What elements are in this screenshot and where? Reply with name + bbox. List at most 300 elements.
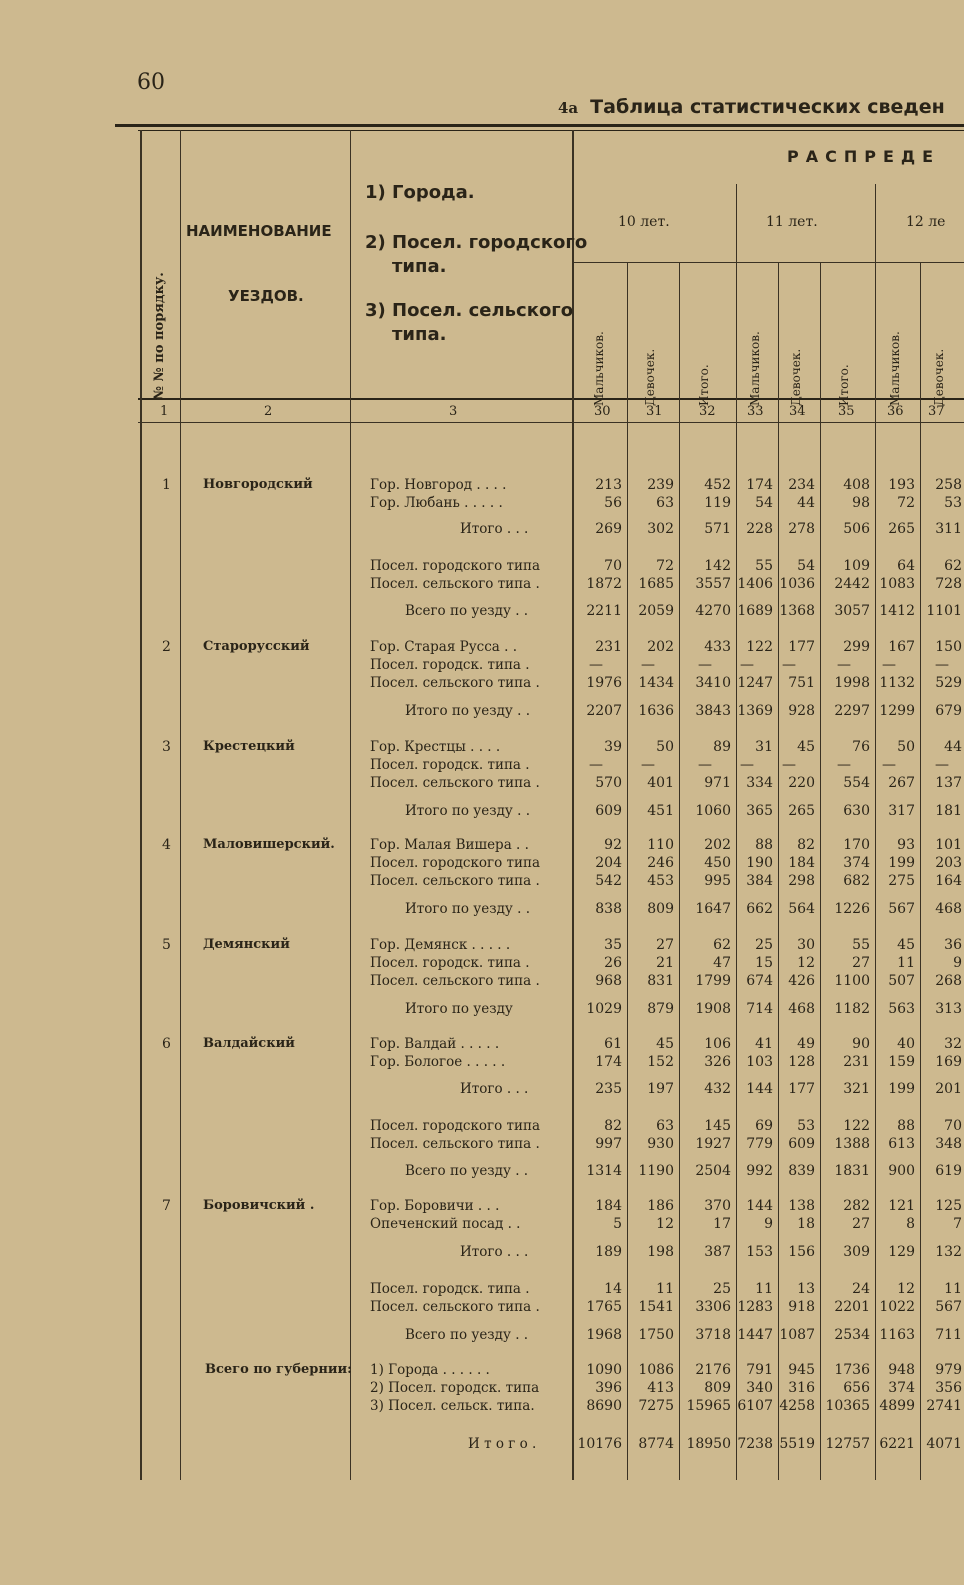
data-cell: 370: [704, 1198, 731, 1214]
data-cell: 150: [935, 639, 962, 655]
data-cell: 1299: [879, 703, 915, 719]
data-cell: 900: [888, 1163, 915, 1179]
data-cell: 918: [788, 1299, 815, 1315]
data-cell: 50: [897, 739, 915, 755]
data-cell: 340: [746, 1380, 773, 1396]
data-cell: 159: [888, 1054, 915, 1070]
data-cell: 55: [852, 937, 870, 953]
data-cell: 468: [788, 1001, 815, 1017]
data-cell: 1163: [879, 1327, 915, 1343]
data-cell: 711: [935, 1327, 962, 1343]
data-cell: 1541: [638, 1299, 674, 1315]
data-cell: 278: [788, 521, 815, 537]
data-cell: 5519: [779, 1436, 815, 1452]
data-cell: 662: [746, 901, 773, 917]
data-cell: 1283: [737, 1299, 773, 1315]
data-cell: 12757: [825, 1436, 870, 1452]
data-cell: 1368: [779, 603, 815, 619]
data-cell: 4258: [779, 1398, 815, 1414]
data-cell: 945: [788, 1362, 815, 1378]
data-cell: 15: [755, 955, 773, 971]
colnum-bottom-rule: [138, 422, 964, 423]
data-cell: 613: [888, 1136, 915, 1152]
table-title: Таблица статистических сведен: [590, 96, 945, 118]
data-cell: 656: [843, 1380, 870, 1396]
age-header-10: 10 лет.: [618, 214, 670, 230]
data-cell: 311: [935, 521, 962, 537]
column-number: 34: [789, 404, 806, 419]
data-cell: 49: [797, 1036, 815, 1052]
data-cell: 153: [746, 1244, 773, 1260]
data-cell: 202: [647, 639, 674, 655]
data-cell: 109: [843, 558, 870, 574]
total-label: Итого . . .: [460, 1244, 529, 1260]
data-cell: 433: [704, 639, 731, 655]
data-cell: 1182: [834, 1001, 870, 1017]
data-cell: 198: [647, 1244, 674, 1260]
data-cell: 9: [764, 1216, 773, 1232]
data-cell: 4899: [879, 1398, 915, 1414]
data-cell: 968: [595, 973, 622, 989]
total-label: Всего по уезду . .: [405, 1163, 529, 1179]
data-cell: 174: [595, 1054, 622, 1070]
data-cell: 979: [935, 1362, 962, 1378]
data-cell: 156: [788, 1244, 815, 1260]
data-cell: —: [740, 657, 754, 673]
data-cell: 3557: [695, 576, 731, 592]
data-cell: 62: [713, 937, 731, 953]
grid-line: [778, 262, 779, 1480]
data-cell: 53: [944, 495, 962, 511]
data-cell: 193: [888, 477, 915, 493]
data-cell: 1736: [834, 1362, 870, 1378]
row-label: Посел. сельского типа .: [370, 576, 540, 592]
data-cell: 313: [935, 1001, 962, 1017]
data-cell: 265: [788, 803, 815, 819]
data-cell: 10365: [825, 1398, 870, 1414]
data-cell: 1388: [834, 1136, 870, 1152]
data-cell: 54: [797, 558, 815, 574]
age-header-12: 12 ле: [906, 214, 946, 230]
data-cell: —: [641, 657, 655, 673]
data-cell: 167: [888, 639, 915, 655]
data-cell: 1132: [879, 675, 915, 691]
data-cell: 1685: [638, 576, 674, 592]
row-label: Посел. сельского типа .: [370, 775, 540, 791]
row-number: 5: [162, 937, 171, 953]
data-cell: 190: [746, 855, 773, 871]
data-cell: 1908: [695, 1001, 731, 1017]
data-cell: 15965: [686, 1398, 731, 1414]
data-cell: 82: [604, 1118, 622, 1134]
column-number: 37: [928, 404, 945, 419]
data-cell: 1022: [879, 1299, 915, 1315]
data-cell: 542: [595, 873, 622, 889]
data-cell: 189: [595, 1244, 622, 1260]
data-cell: —: [740, 757, 754, 773]
data-cell: 132: [935, 1244, 962, 1260]
data-cell: 170: [843, 837, 870, 853]
data-cell: 809: [704, 1380, 731, 1396]
data-cell: 267: [888, 775, 915, 791]
data-cell: 7: [953, 1216, 962, 1232]
data-cell: 54: [755, 495, 773, 511]
uezd-name: Крестецкий: [203, 739, 295, 754]
data-cell: 5: [613, 1216, 622, 1232]
row-label: Гор. Валдай . . . . .: [370, 1036, 500, 1052]
data-cell: 452: [704, 477, 731, 493]
data-cell: 2442: [834, 576, 870, 592]
data-cell: 199: [888, 1081, 915, 1097]
data-cell: 12: [797, 955, 815, 971]
row-number: 3: [162, 739, 171, 755]
row-label: Гор. Бологое . . . . .: [370, 1054, 506, 1070]
subcol-header: Мальчиков.: [748, 331, 762, 406]
data-cell: 56: [604, 495, 622, 511]
data-cell: 1100: [834, 973, 870, 989]
row-label: Посел. сельского типа .: [370, 1299, 540, 1315]
data-cell: 184: [788, 855, 815, 871]
data-cell: 31: [755, 739, 773, 755]
data-cell: 2201: [834, 1299, 870, 1315]
data-cell: 728: [935, 576, 962, 592]
data-cell: 9: [953, 955, 962, 971]
data-cell: 2504: [695, 1163, 731, 1179]
total-label: Итого по уезду: [405, 1001, 513, 1017]
data-cell: 1750: [638, 1327, 674, 1343]
data-cell: 1083: [879, 576, 915, 592]
distribution-header: РАСПРЕДЕ: [787, 147, 941, 166]
data-cell: 426: [788, 973, 815, 989]
data-cell: 1226: [834, 901, 870, 917]
data-cell: 101: [935, 837, 962, 853]
data-cell: 1060: [695, 803, 731, 819]
data-cell: 6221: [879, 1436, 915, 1452]
data-cell: 92: [604, 837, 622, 853]
data-cell: —: [589, 757, 603, 773]
data-cell: 234: [788, 477, 815, 493]
data-cell: 70: [604, 558, 622, 574]
top-rule-thin: [138, 130, 964, 131]
data-cell: 10176: [577, 1436, 622, 1452]
data-cell: 202: [704, 837, 731, 853]
data-cell: 609: [595, 803, 622, 819]
data-cell: 930: [647, 1136, 674, 1152]
data-cell: 3410: [695, 675, 731, 691]
data-cell: 145: [704, 1118, 731, 1134]
data-cell: 11: [755, 1281, 773, 1297]
data-cell: 21: [656, 955, 674, 971]
row-label: Посел. городского типа: [370, 558, 541, 574]
column-number: 3: [449, 404, 458, 419]
data-cell: 119: [704, 495, 731, 511]
data-cell: 714: [746, 1001, 773, 1017]
uezd-name: Валдайский: [203, 1036, 295, 1051]
data-cell: —: [882, 657, 896, 673]
row-label: Опеченский посад . .: [370, 1216, 521, 1232]
data-cell: 199: [888, 855, 915, 871]
data-cell: 630: [843, 803, 870, 819]
row-label: Посел. сельского типа .: [370, 675, 540, 691]
page-number: 60: [137, 70, 165, 95]
grid-line: [350, 130, 351, 1480]
column-number: 33: [747, 404, 764, 419]
type-header-3: 3) Посел. сельского: [365, 300, 574, 321]
data-cell: 125: [935, 1198, 962, 1214]
data-cell: 839: [788, 1163, 815, 1179]
data-cell: 144: [746, 1081, 773, 1097]
data-cell: 82: [797, 837, 815, 853]
data-cell: 90: [852, 1036, 870, 1052]
data-cell: 1872: [586, 576, 622, 592]
data-cell: 7275: [638, 1398, 674, 1414]
data-cell: 506: [843, 521, 870, 537]
row-label: Гор. Крестцы . . . .: [370, 739, 501, 755]
subcol-header: Мальчиков.: [592, 331, 606, 406]
data-cell: 1406: [737, 576, 773, 592]
row-label: Гор. Любань . . . . .: [370, 495, 503, 511]
data-cell: 39: [604, 739, 622, 755]
data-cell: —: [589, 657, 603, 673]
data-cell: 2534: [834, 1327, 870, 1343]
data-cell: 17: [713, 1216, 731, 1232]
data-cell: 779: [746, 1136, 773, 1152]
data-cell: 1636: [638, 703, 674, 719]
data-cell: 408: [843, 477, 870, 493]
data-cell: 1314: [586, 1163, 622, 1179]
row-label: Гор. Боровичи . . .: [370, 1198, 500, 1214]
data-cell: 258: [935, 477, 962, 493]
subcol-header: Итого.: [697, 364, 711, 406]
data-cell: 25: [713, 1281, 731, 1297]
data-cell: 61: [604, 1036, 622, 1052]
data-cell: 3718: [695, 1327, 731, 1343]
age-rule: [572, 262, 964, 263]
data-cell: —: [837, 757, 851, 773]
data-cell: 682: [843, 873, 870, 889]
row-label: Гор. Малая Вишера . .: [370, 837, 529, 853]
data-cell: 88: [755, 837, 773, 853]
data-cell: 231: [843, 1054, 870, 1070]
data-cell: 374: [888, 1380, 915, 1396]
data-cell: 53: [797, 1118, 815, 1134]
total-label: Итого по уезду . .: [405, 803, 530, 819]
data-cell: 13: [797, 1281, 815, 1297]
data-cell: 45: [897, 937, 915, 953]
data-cell: 269: [595, 521, 622, 537]
data-cell: 63: [656, 495, 674, 511]
data-cell: 282: [843, 1198, 870, 1214]
data-cell: 44: [944, 739, 962, 755]
data-cell: 401: [647, 775, 674, 791]
data-cell: 1998: [834, 675, 870, 691]
data-cell: 181: [935, 803, 962, 819]
row-label: Посел. сельского типа .: [370, 973, 540, 989]
data-cell: 791: [746, 1362, 773, 1378]
uezd-name: Старорусский: [203, 639, 310, 654]
data-cell: 93: [897, 837, 915, 853]
data-cell: 203: [935, 855, 962, 871]
data-cell: 1927: [695, 1136, 731, 1152]
data-cell: 1247: [737, 675, 773, 691]
data-cell: 2059: [638, 603, 674, 619]
data-cell: 554: [843, 775, 870, 791]
data-cell: 18950: [686, 1436, 731, 1452]
uezd-name: Новгородский: [203, 477, 313, 492]
data-cell: 268: [935, 973, 962, 989]
data-cell: 1647: [695, 901, 731, 917]
uezd-name: Демянский: [203, 937, 290, 952]
data-cell: 14: [604, 1281, 622, 1297]
data-cell: 231: [595, 639, 622, 655]
data-cell: 3843: [695, 703, 731, 719]
data-cell: 948: [888, 1362, 915, 1378]
data-cell: 50: [656, 739, 674, 755]
data-cell: 298: [788, 873, 815, 889]
data-cell: 25: [755, 937, 773, 953]
data-cell: 1036: [779, 576, 815, 592]
data-cell: 11: [944, 1281, 962, 1297]
data-cell: 30: [797, 937, 815, 953]
data-cell: 201: [935, 1081, 962, 1097]
data-cell: 177: [788, 1081, 815, 1097]
data-cell: 44: [797, 495, 815, 511]
data-cell: 27: [656, 937, 674, 953]
data-cell: 110: [647, 837, 674, 853]
type-header-3b: типа.: [392, 324, 447, 345]
data-cell: 204: [595, 855, 622, 871]
data-cell: 971: [704, 775, 731, 791]
type-header-1: 1) Города.: [365, 182, 475, 203]
uezd-name: Всего по губернии:: [205, 1362, 352, 1377]
data-cell: 137: [935, 775, 962, 791]
data-cell: 122: [746, 639, 773, 655]
data-cell: 122: [843, 1118, 870, 1134]
data-cell: 64: [897, 558, 915, 574]
data-cell: 103: [746, 1054, 773, 1070]
data-cell: 220: [788, 775, 815, 791]
subcol-header: Девочек.: [789, 348, 803, 406]
row-label: Посел. городск. типа .: [370, 657, 530, 673]
data-cell: 186: [647, 1198, 674, 1214]
table-number: 4а: [558, 99, 579, 117]
data-cell: 1101: [926, 603, 962, 619]
data-cell: 128: [788, 1054, 815, 1070]
row-label: Гор. Демянск . . . . .: [370, 937, 511, 953]
row-label: Посел. городск. типа .: [370, 1281, 530, 1297]
data-cell: 26: [604, 955, 622, 971]
data-cell: 365: [746, 803, 773, 819]
row-number: 6: [162, 1036, 171, 1052]
data-cell: 1765: [586, 1299, 622, 1315]
uezd-header-line1: НАИМЕНОВАНИЕ: [186, 222, 332, 240]
data-cell: 169: [935, 1054, 962, 1070]
data-cell: 27: [852, 955, 870, 971]
data-cell: 4071: [926, 1436, 962, 1452]
data-cell: 299: [843, 639, 870, 655]
total-label: Итого по уезду . .: [405, 901, 530, 917]
data-cell: 1087: [779, 1327, 815, 1343]
data-cell: 619: [935, 1163, 962, 1179]
data-cell: 809: [647, 901, 674, 917]
column-number: 35: [838, 404, 855, 419]
row-label: 2) Посел. городск. типа: [370, 1380, 540, 1396]
data-cell: 992: [746, 1163, 773, 1179]
data-cell: 674: [746, 973, 773, 989]
data-cell: 1689: [737, 603, 773, 619]
data-cell: 468: [935, 901, 962, 917]
data-cell: 45: [797, 739, 815, 755]
data-cell: 2741: [926, 1398, 962, 1414]
data-cell: 18: [797, 1216, 815, 1232]
data-cell: 47: [713, 955, 731, 971]
row-number: 1: [162, 477, 171, 493]
data-cell: 8690: [586, 1398, 622, 1414]
data-cell: 571: [704, 521, 731, 537]
data-cell: —: [837, 657, 851, 673]
data-cell: 239: [647, 477, 674, 493]
data-cell: 138: [788, 1198, 815, 1214]
data-cell: 2207: [586, 703, 622, 719]
type-header-2: 2) Посел. городского: [365, 232, 588, 253]
data-cell: 12: [897, 1281, 915, 1297]
column-number: 36: [887, 404, 904, 419]
data-cell: 838: [595, 901, 622, 917]
data-cell: 184: [595, 1198, 622, 1214]
total-label: Итого . . .: [460, 521, 529, 537]
grid-line: [140, 130, 142, 1480]
total-label: И т о г о .: [468, 1436, 537, 1452]
top-rule: [115, 124, 964, 127]
row-number: 7: [162, 1198, 171, 1214]
data-cell: 3306: [695, 1299, 731, 1315]
data-cell: 413: [647, 1380, 674, 1396]
data-cell: 11: [656, 1281, 674, 1297]
row-label: 3) Посел. сельск. типа.: [370, 1398, 535, 1414]
data-cell: 121: [888, 1198, 915, 1214]
data-cell: 35: [604, 937, 622, 953]
data-cell: 1412: [879, 603, 915, 619]
data-cell: 507: [888, 973, 915, 989]
subcol-header: Итого.: [837, 364, 851, 406]
data-cell: 326: [704, 1054, 731, 1070]
data-cell: 76: [852, 739, 870, 755]
table-heading: [558, 96, 945, 118]
total-label: Итого по уезду . .: [405, 703, 530, 719]
data-cell: 32: [944, 1036, 962, 1052]
data-cell: —: [698, 657, 712, 673]
data-cell: —: [935, 657, 949, 673]
data-cell: 879: [647, 1001, 674, 1017]
data-cell: 275: [888, 873, 915, 889]
data-cell: 7238: [737, 1436, 773, 1452]
data-cell: 265: [888, 521, 915, 537]
column-number: 31: [646, 404, 663, 419]
grid-line: [627, 262, 628, 1480]
total-label: Всего по уезду . .: [405, 603, 529, 619]
data-cell: 36: [944, 937, 962, 953]
data-cell: 1799: [695, 973, 731, 989]
uezd-name: Маловишерский.: [203, 837, 335, 852]
row-label: Посел. городского типа: [370, 1118, 541, 1134]
row-label: Посел. городск. типа .: [370, 757, 530, 773]
data-cell: 69: [755, 1118, 773, 1134]
uezd-name: Боровичский .: [203, 1198, 315, 1213]
row-label: Гор. Новгород . . . .: [370, 477, 507, 493]
data-cell: 387: [704, 1244, 731, 1260]
data-cell: 70: [944, 1118, 962, 1134]
subcol-header: Девочек.: [643, 348, 657, 406]
